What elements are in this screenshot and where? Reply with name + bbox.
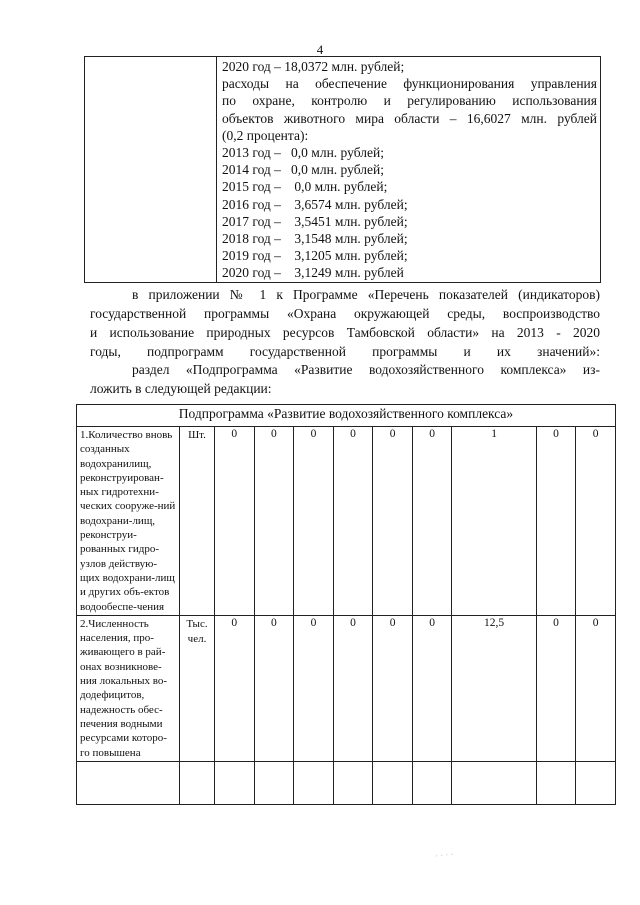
indicator-cell: 2.Численность населения, про-живающего в рай-онах возникнове-ния локальных во-додефицитов, надежность обес-печения водными ресурсами которо-го повышена [77, 615, 180, 761]
funding-table [84, 56, 601, 283]
empty-cell [412, 761, 452, 804]
funding-line: объектов животного мира области – 16,6027 млн. рублей [222, 110, 597, 126]
value-cell: 0 [576, 615, 616, 761]
empty-cell [180, 761, 215, 804]
paragraph-line: и использование природных ресурсов Тамбовской области» на 2013 - 2020 [90, 325, 600, 340]
funding-line: 2016 год – 3,6574 млн. рублей; [222, 196, 408, 212]
value-cell: 0 [412, 427, 452, 616]
empty-cell [452, 761, 536, 804]
empty-cell [536, 761, 576, 804]
value-cell: 0 [373, 427, 413, 616]
page-number: 4 [316, 42, 324, 57]
empty-cell [373, 761, 413, 804]
funding-line: по охране, контролю и регулированию использования [222, 93, 597, 109]
table-divider [216, 57, 217, 282]
funding-line: 2013 год – 0,0 млн. рублей; [222, 145, 384, 161]
value-cell: 12,5 [452, 615, 536, 761]
funding-line: 2020 год – 18,0372 млн. рублей; [222, 59, 405, 74]
value-cell: 0 [215, 427, 255, 616]
value-cell: 0 [254, 615, 294, 761]
value-cell: 0 [576, 427, 616, 616]
value-cell: 0 [294, 615, 334, 761]
value-cell: 0 [536, 427, 576, 616]
paragraph-line: годы, подпрограмм государственной программы и их значений»: [90, 344, 600, 359]
funding-line: 2020 год – 3,1249 млн. рублей [222, 265, 404, 281]
funding-text [222, 58, 597, 282]
funding-line: 2014 год – 0,0 млн. рублей; [222, 162, 384, 178]
value-cell: 0 [254, 427, 294, 616]
funding-line: 2017 год – 3,5451 млн. рублей; [222, 213, 408, 229]
paragraph-line: ложить в следующей редакции: [90, 381, 272, 396]
indicator-cell: 1.Количество вновь созданных водохранилищ, реконструирован-ных гидротехни-ческих сооруже-ний водохрани-лищ, реконструи-рованных гидро-узлов действую-щих водохрани-лищ и других объ-ектов водообеспе-чения [77, 427, 180, 616]
subprogram-table [76, 404, 616, 805]
table-row [77, 427, 616, 616]
funding-line: (0,2 процента): [222, 127, 309, 143]
value-cell: 0 [215, 615, 255, 761]
paragraph-line: в приложении № 1 к Программе «Перечень показателей (индикаторов) [132, 287, 600, 302]
empty-cell [77, 761, 180, 804]
paragraph-section [90, 360, 600, 398]
funding-line: 2018 год – 3,1548 млн. рублей; [222, 231, 408, 247]
value-cell: 0 [373, 615, 413, 761]
value-cell: 0 [294, 427, 334, 616]
funding-line: расходы на обеспечение функционирования управления [222, 76, 597, 92]
paragraph-appendix [90, 285, 600, 361]
empty-cell [576, 761, 616, 804]
table-title: Подпрограмма «Развитие водохозяйственного комплекса» [77, 405, 616, 427]
empty-cell [294, 761, 334, 804]
table-row [77, 615, 616, 761]
empty-cell [254, 761, 294, 804]
paragraph-line: раздел «Подпрограмма «Развитие водохозяйственного комплекса» из- [132, 362, 600, 377]
empty-cell [333, 761, 373, 804]
value-cell: 1 [452, 427, 536, 616]
paragraph-line: государственной программы «Охрана окружающей среды, воспроизводство [90, 306, 600, 321]
value-cell: 0 [536, 615, 576, 761]
table-row-blank [77, 761, 616, 804]
funding-line: 2015 год – 0,0 млн. рублей; [222, 179, 388, 195]
unit-cell: Шт. [180, 427, 215, 616]
funding-line: 2019 год – 3,1205 млн. рублей; [222, 248, 408, 264]
value-cell: 0 [333, 427, 373, 616]
value-cell: 0 [412, 615, 452, 761]
value-cell: 0 [333, 615, 373, 761]
unit-cell: Тыс. чел. [180, 615, 215, 761]
empty-cell [215, 761, 255, 804]
scan-mark: · · · · [434, 849, 455, 861]
